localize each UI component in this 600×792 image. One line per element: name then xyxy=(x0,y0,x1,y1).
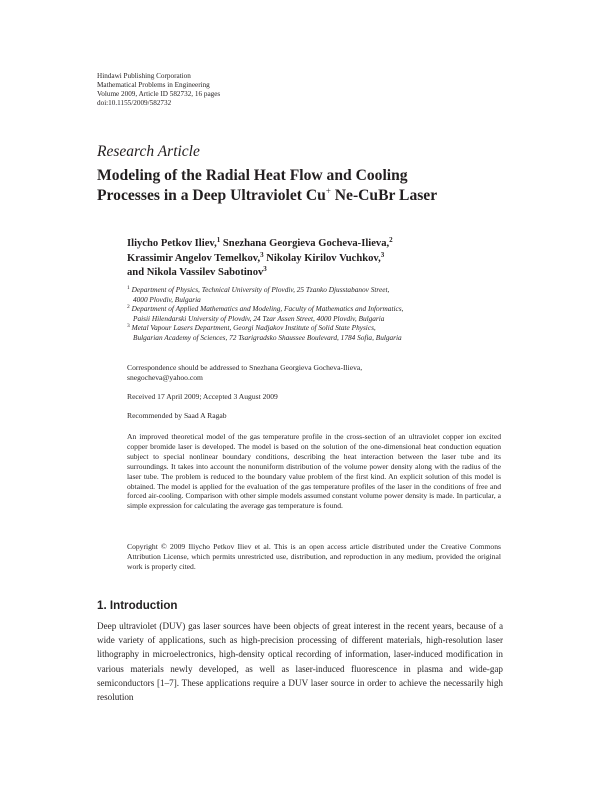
correspondence xyxy=(127,363,362,383)
title-line-2 xyxy=(97,186,537,206)
author-affil-mark: 3 xyxy=(380,250,385,259)
affiliation xyxy=(127,323,547,342)
author-name: Iliycho Petkov Iliev, xyxy=(127,238,217,249)
author-affil-mark: 2 xyxy=(389,236,393,244)
journal-header xyxy=(97,72,220,108)
author-name: and Nikola Vassilev Sabotinov xyxy=(127,267,264,278)
title-line-2-b: Ne-CuBr Laser xyxy=(330,187,438,204)
author-name: Krassimir Angelov Temelkov, xyxy=(127,252,261,264)
author-line xyxy=(127,266,393,281)
title-superscript: + xyxy=(325,186,331,196)
affiliation xyxy=(127,304,547,323)
journal-volume: Volume 2009, Article ID 582732, 16 pages xyxy=(97,90,221,98)
publisher: Hindawi Publishing Corporation xyxy=(97,72,191,80)
author-line xyxy=(127,237,393,252)
author-affil-mark: 3 xyxy=(260,250,264,259)
recommended-by: Recommended by Saad A Ragab xyxy=(127,411,227,420)
journal-name: Mathematical Problems in Engineering xyxy=(97,81,210,89)
journal-doi: doi:10.1155/2009/582732 xyxy=(97,99,172,107)
author-affil-mark: 1 xyxy=(216,236,221,244)
affiliation-line: 4000 Plovdiv, Bulgaria xyxy=(133,294,201,304)
received-dates: Received 17 April 2009; Accepted 3 August 2009 xyxy=(127,392,278,401)
copyright-notice: Copyright © 2009 Iliycho Petkov Iliev et al. This is an open access article distributed under the Creative Commons Attribution License, which permits unrestricted use, distribution, and reproduction in any medium, provided the original work is properly cited. xyxy=(127,542,501,571)
affiliation-number: 2 xyxy=(127,304,130,310)
author-affil-mark: 3 xyxy=(263,265,267,273)
affiliation-number: 3 xyxy=(127,323,130,329)
affiliation-line: Bulgarian Academy of Sciences, 72 Tsarigradsko Shaussee Boulevard, 1784 Sofia, Bulgaria xyxy=(133,332,402,342)
abstract: An improved theoretical model of the gas temperature profile in the cross-section of an ultraviolet copper ion excited copper bromide laser is developed. The model is based on the solution of the one-dimensional heat conduction equation subject to special nonlinear boundary conditions, describing the heat interaction between the laser tube and its surroundings. It takes into account the nonuniform distribution of the volume power density along with the radius of the laser tube. The problem is reduced to the boundary value problem of the first kind. An explicit solution of this model is obtained. The model is applied for the evaluation of the gas temperature profiles of the laser in the conditions of free and forced air-cooling. Comparison with other simple models assumed constant volume power density is made. In particular, a simple expression for calculating the average gas temperature is found. xyxy=(127,432,501,511)
affiliation-number: 1 xyxy=(127,285,130,291)
section-body: Deep ultraviolet (DUV) gas laser sources have been objects of great interest in the recent years, because of a wide variety of applications, such as high-precision processing of different materials, high-resolution laser lithography in microelectronics, high-density optical recording of information, laser-induced modification in various materials newly developed, as well as laser-induced fluorescence in plasma and wide-gap semiconductors [1–7]. These applications require a DUV laser source in order to achieve the necessarily high resolution xyxy=(97,621,503,703)
section-heading: 1. Introduction xyxy=(97,599,178,612)
affiliation-line: Department of Applied Mathematics and Modeling, Faculty of Mathematics and Informatics, xyxy=(131,304,404,313)
title-line-1: Modeling of the Radial Heat Flow and Cooling xyxy=(97,167,408,184)
affiliation-line: Metal Vapour Lasers Department, Georgi Nadjakov Institute of Solid State Physics, xyxy=(131,323,376,332)
title-line-2-a: Processes in a Deep Ultraviolet Cu xyxy=(97,187,326,204)
author-list xyxy=(127,237,393,281)
affiliation xyxy=(127,285,547,304)
author-line xyxy=(127,252,393,267)
affiliation-line: Department of Physics, Technical University of Plovdiv, 25 Tzanko Djusstabanov Street, xyxy=(131,285,390,294)
paper-title xyxy=(97,166,537,206)
affiliations xyxy=(127,285,547,342)
correspondence-text: Correspondence should be addressed to Snezhana Georgieva Gocheva-Ilieva, xyxy=(127,363,363,372)
author-name: Snezhana Georgieva Gocheva-Ilieva, xyxy=(220,238,390,249)
article-type: Research Article xyxy=(97,143,200,160)
correspondence-email[interactable]: snegocheva@yahoo.com xyxy=(127,373,203,382)
affiliation-line: Paisii Hilendarski University of Plovdiv, 24 Tzar Assen Street, 4000 Plovdiv, Bulgaria xyxy=(133,313,385,323)
author-name: Nikolay Kirilov Vuchkov, xyxy=(263,252,381,264)
